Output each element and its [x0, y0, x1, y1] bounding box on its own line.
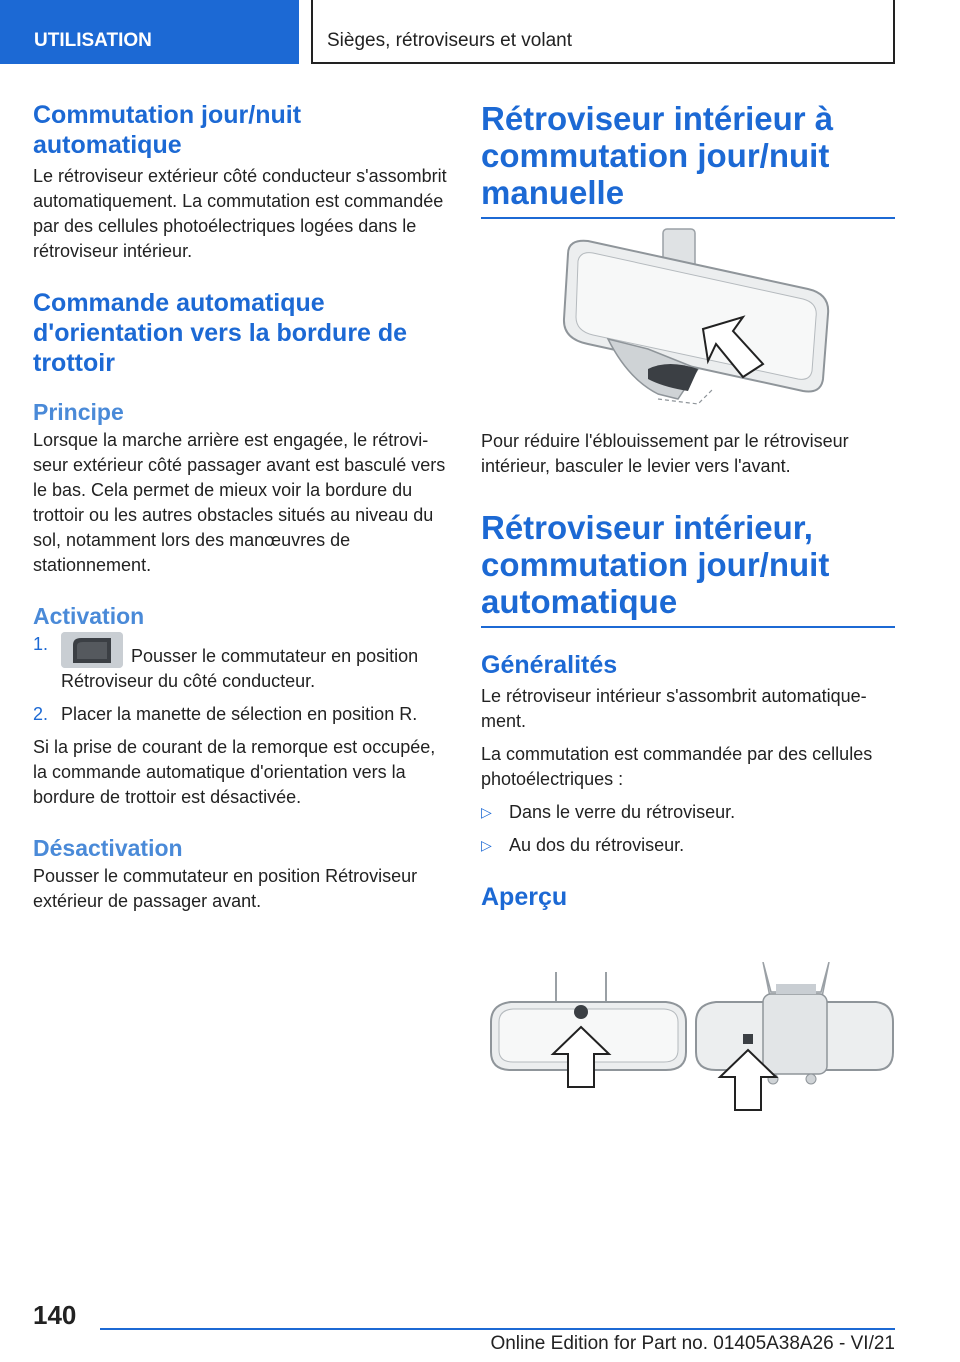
step-text: Placer la manette de sélection en position R. — [61, 704, 418, 724]
paragraph-generalites-2: La commutation est commandée par des cellules photoélectriques : — [481, 744, 873, 789]
paragraph-activation: Si la prise de courant de la remorque est occupée, la commande automatique d'orientation vers la bordure de trottoir est désactivée. — [33, 737, 436, 807]
paragraph-manuelle: Pour réduire l'éblouissement par le rétroviseur intérieur, basculer le levier vers l'avant. — [481, 431, 849, 476]
step-text: Pousser le commutateur en position Rétroviseur du côté conducteur. — [61, 646, 419, 691]
section-tab: UTILISATION — [0, 0, 299, 64]
paragraph-generalites-1: Le rétroviseur intérieur s'assombrit automatiquement. — [481, 686, 867, 731]
list-item — [33, 702, 451, 727]
heading-manuelle: Rétroviseur intérieur à commutation jour/nuit manuelle — [481, 100, 895, 219]
heading-commande: Commande automatique d'orientation vers la bordure de trottoir — [33, 289, 408, 377]
activation-steps — [33, 632, 451, 727]
heading-commutation: Commutation jour/nuit automatique — [33, 101, 302, 159]
heading-desactivation: Désactivation — [33, 835, 183, 861]
paragraph-principe: Lorsque la marche arrière est engagée, le rétroviseur extérieur côté passager avant est basculé vers le bas. Cela permet de mieux voir la bordure du trottoir ou les autres obstacles situés au niveau du sol, notamment lors des manœuvres de stationnement. — [33, 430, 446, 575]
heading-automatique: Rétroviseur intérieur, commutation jour/nuit automatique — [481, 509, 895, 628]
list-item — [481, 833, 895, 858]
triangle-bullet-icon: ▷ — [481, 804, 492, 820]
step-number: 2. — [33, 704, 49, 724]
paragraph-desactivation: Pousser le commutateur en position Rétroviseur extérieur de passager avant. — [33, 866, 418, 911]
heading-apercu: Aperçu — [481, 883, 568, 911]
left-column — [33, 100, 451, 922]
heading-activation: Activation — [33, 603, 145, 629]
manual-mirror-figure — [538, 219, 838, 429]
heading-generalites: Généralités — [481, 651, 618, 679]
photocell-list — [481, 800, 895, 858]
overview-mirrors-figure — [481, 962, 895, 1112]
bullet-text: Au dos du rétroviseur. — [509, 835, 685, 855]
paragraph-commutation: Le rétroviseur extérieur côté conducteur s'assombrit automatiquement. La commutation est commandée par des cellules photoélectriques logées dans le rétroviseur intérieur. — [33, 166, 447, 261]
list-item — [33, 632, 451, 694]
footer-divider — [100, 1328, 895, 1330]
triangle-bullet-icon: ▷ — [481, 837, 492, 853]
list-item — [481, 800, 895, 825]
heading-principe: Principe — [33, 399, 124, 425]
right-column — [481, 100, 895, 1112]
bullet-text: Dans le verre du rétroviseur. — [509, 802, 736, 822]
mirror-switch-image — [61, 632, 123, 668]
chapter-title: Sièges, rétroviseurs et volant — [311, 0, 895, 64]
edition-note: Online Edition for Part no. 01405A38A26 - VI/21 — [490, 1333, 895, 1354]
page-number: 140 — [33, 1300, 77, 1330]
step-number: 1. — [33, 634, 49, 654]
